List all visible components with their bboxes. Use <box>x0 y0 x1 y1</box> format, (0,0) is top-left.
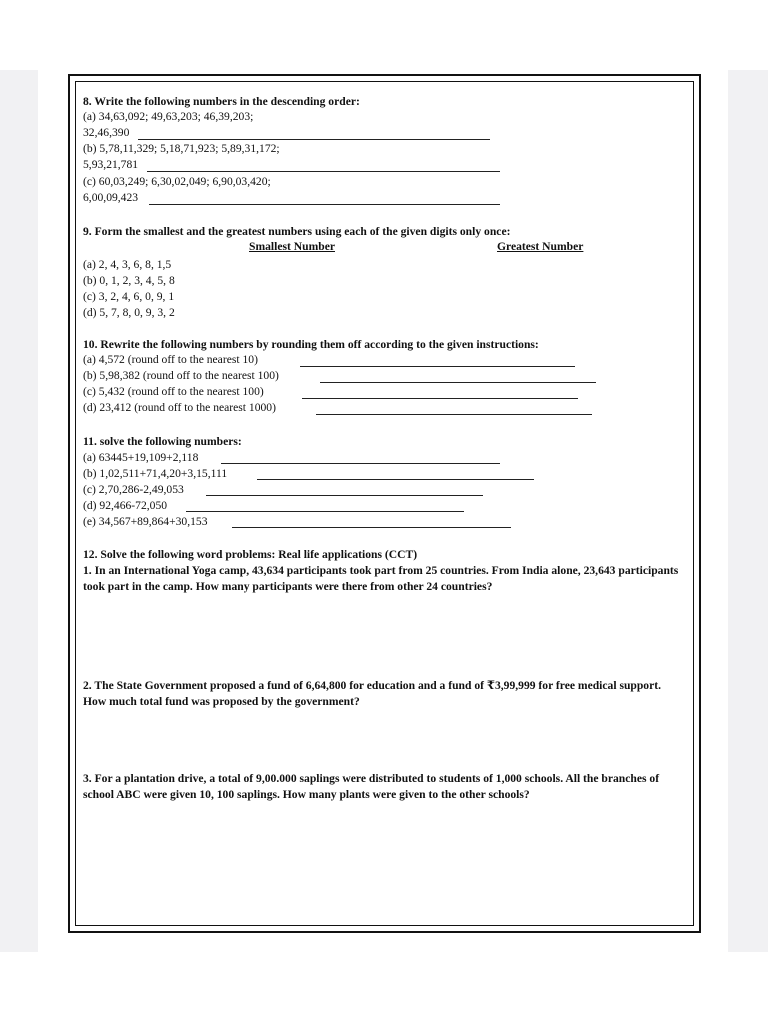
q10-answer-line-d[interactable] <box>316 414 592 415</box>
q8-item-a: (a) 34,63,092; 49,63,203; 46,39,203; <box>83 110 254 123</box>
q8-answer-line-b[interactable] <box>147 171 500 172</box>
q8-item-c: (c) 60,03,249; 6,30,02,049; 6,90,03,420; <box>83 175 271 188</box>
q10-item-a: (a) 4,572 (round off to the nearest 10) <box>83 353 258 366</box>
q10-answer-line-b[interactable] <box>320 382 596 383</box>
q8-item-b: (b) 5,78,11,329; 5,18,71,923; 5,89,31,172; <box>83 142 280 155</box>
q9-smallest-header: Smallest Number <box>249 240 335 253</box>
q12-problem-3: 3. For a plantation drive, a total of 9,00.000 saplings were distributed to students of 1,000 schools. All the branches of school ABC were given 10, 100 saplings. How many plants were given to the other schools? <box>83 772 660 801</box>
q8-item-b-continued: 5,93,21,781 <box>83 158 139 171</box>
q9-item-b: (b) 0, 1, 2, 3, 4, 5, 8 <box>83 274 175 287</box>
q8-answer-line-c[interactable] <box>149 204 500 205</box>
q11-answer-line-a[interactable] <box>221 463 500 464</box>
q10-item-c: (c) 5,432 (round off to the nearest 100) <box>83 385 264 398</box>
q9-item-a: (a) 2, 4, 3, 6, 8, 1,5 <box>83 258 172 271</box>
q9-title: 9. Form the smallest and the greatest numbers using each of the given digits only once: <box>83 225 511 238</box>
q11-answer-line-c[interactable] <box>206 495 483 496</box>
q11-answer-line-d[interactable] <box>186 511 464 512</box>
q12-title: 12. Solve the following word problems: Real life applications (CCT) <box>83 548 418 561</box>
q11-item-e: (e) 34,567+89,864+30,153 <box>83 515 208 528</box>
q10-answer-line-a[interactable] <box>300 366 575 367</box>
q8-item-a-continued: 32,46,390 <box>83 126 130 139</box>
q10-item-b: (b) 5,98,382 (round off to the nearest 100) <box>83 369 279 382</box>
q10-title: 10. Rewrite the following numbers by rounding them off according to the given instructions: <box>83 338 539 351</box>
q9-greatest-header: Greatest Number <box>497 240 584 253</box>
q10-item-d: (d) 23,412 (round off to the nearest 1000) <box>83 401 276 414</box>
q8-title: 8. Write the following numbers in the descending order: <box>83 95 360 108</box>
q11-answer-line-e[interactable] <box>232 527 511 528</box>
q9-item-c: (c) 3, 2, 4, 6, 0, 9, 1 <box>83 290 175 303</box>
q11-answer-line-b[interactable] <box>257 479 534 480</box>
q11-title: 11. solve the following numbers: <box>83 435 242 448</box>
q9-item-d: (d) 5, 7, 8, 0, 9, 3, 2 <box>83 306 175 319</box>
q11-item-b: (b) 1,02,511+71,4,20+3,15,111 <box>83 467 228 480</box>
q12-problem-1: 1. In an International Yoga camp, 43,634 participants took part from 25 countries. From India alone, 23,643 participants took part in the camp. How many participants were there from other 24 countries? <box>83 564 679 593</box>
q8-answer-line-a[interactable] <box>138 139 490 140</box>
q10-answer-line-c[interactable] <box>302 398 578 399</box>
q8-item-c-continued: 6,00,09,423 <box>83 191 139 204</box>
q11-item-c: (c) 2,70,286-2,49,053 <box>83 483 184 496</box>
q12-problem-2: 2. The State Government proposed a fund of 6,64,800 for education and a fund of ₹3,99,999 for free medical support. How much total fund was proposed by the government? <box>83 679 662 708</box>
q11-item-d: (d) 92,466-72,050 <box>83 499 168 512</box>
q11-item-a: (a) 63445+19,109+2,118 <box>83 451 199 464</box>
